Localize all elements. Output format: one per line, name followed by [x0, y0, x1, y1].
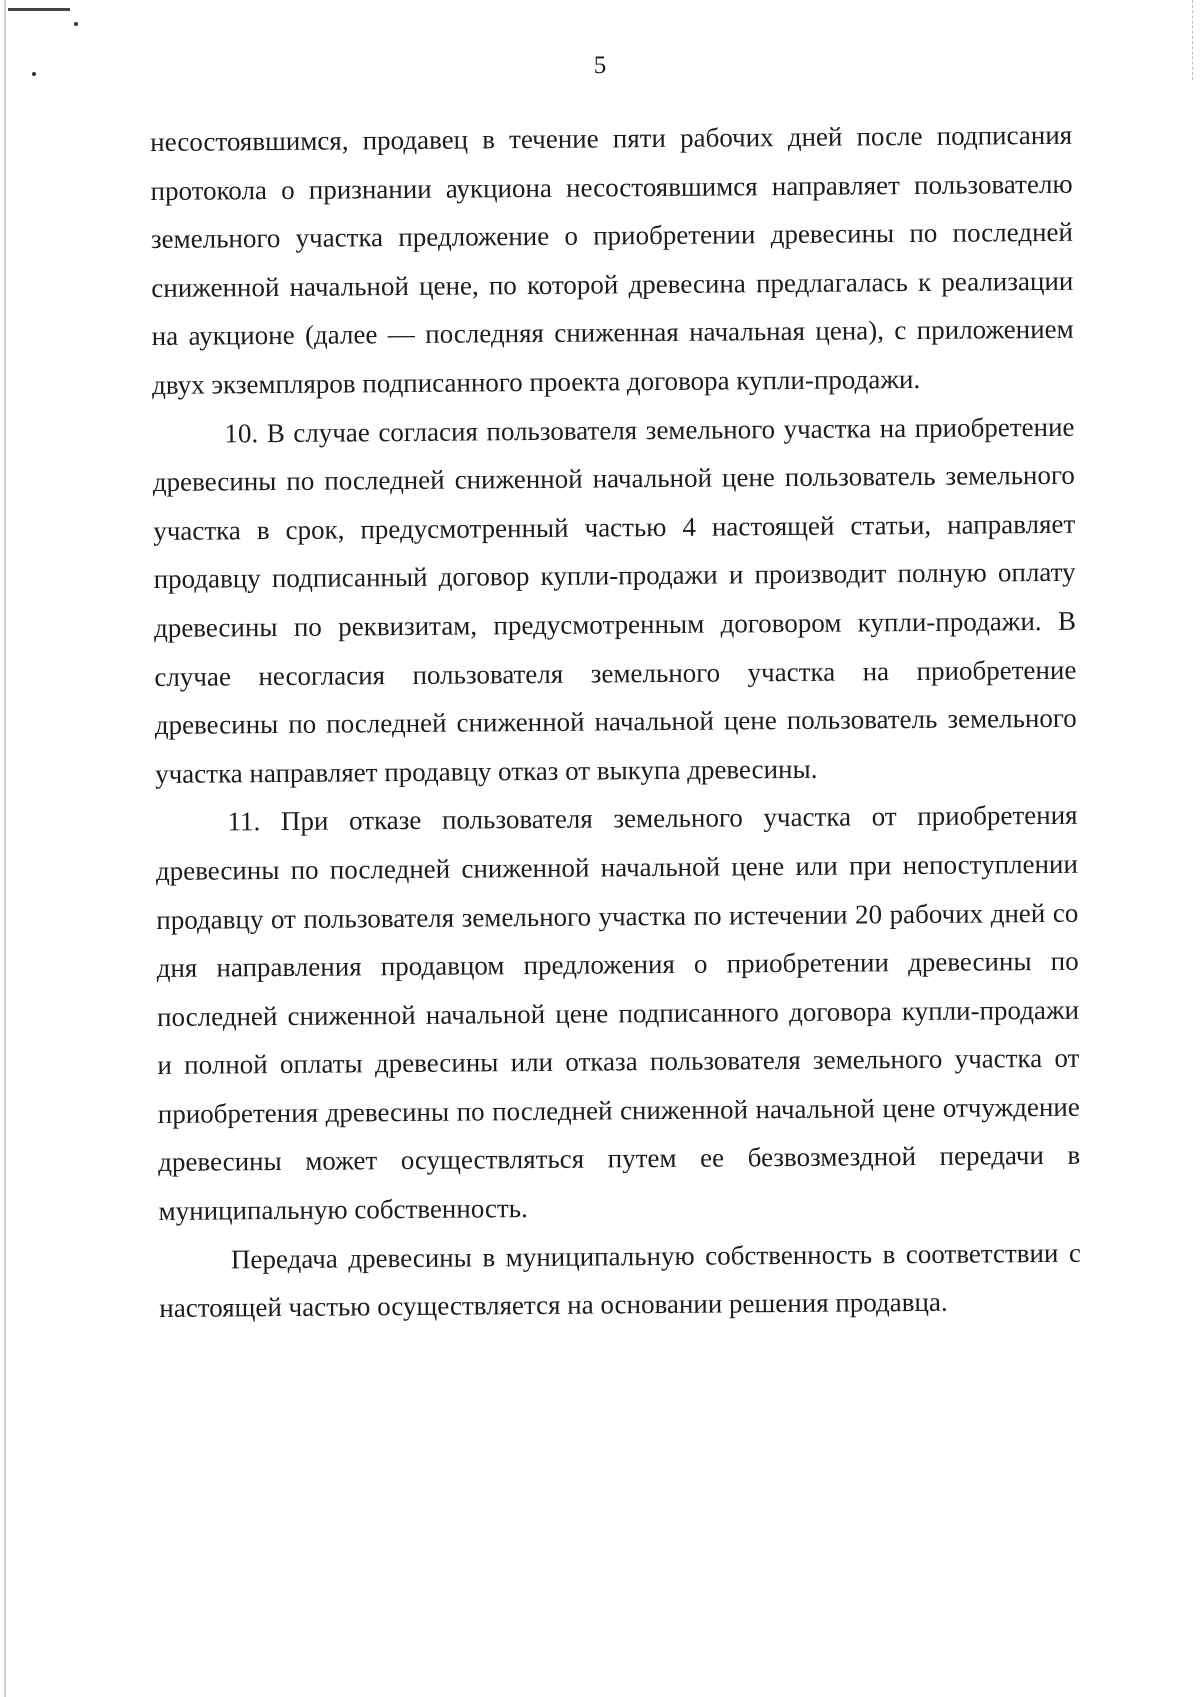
paragraph-10: 10. В случае согласия пользователя земельного участка на приобретение древесины по последней сниженной начальной цене пользователь земельного участка в срок, предусмотренный частью 4 настоящей статьи, направляет продавцу подписанный договор купли-продажи и производит полную оплату древесины по реквизитам, предусмотренным договором купли-продажи. В случае несогласия пользователя земельного участка на приобретение древесины по последней сниженной начальной цене пользователь земельного участка направляет продавцу отказ от выкупа древесины.: [152, 411, 1077, 789]
document-body: [150, 111, 1082, 1333]
scan-speck: [74, 22, 78, 26]
paragraph-11: 11. При отказе пользователя земельного участка от приобретения древесины по последней сниженной начальной цене или при непоступлении продавцу от пользователя земельного участка по истечении 20 рабочих дней со дня направления продавцом предложения о приобретении древесины по последней сниженной начальной цене подписанного договора купли-продажи и полной оплаты древесины или отказа пользователя земельного участка от приобретения древесины по последней сниженной начальной цене отчуждение древесины может осуществляться путем ее безвозмездной передачи в муниципальную собственность.: [155, 800, 1081, 1227]
page-number: 5: [593, 52, 607, 79]
scan-edge-top: [8, 8, 70, 11]
paragraph-continuation: несостоявшимся, продавец в течение пяти рабочих дней после подписания протокола о признании аукциона несостоявшимся направляет пользователю земельного участка предложение о приобретении древесины по последней сниженной начальной цене, по которой древесина предлагалась к реализации на аукционе (далее — последняя сниженная начальная цена), с приложением двух экземпляров подписанного проекта договора купли-продажи.: [150, 119, 1074, 400]
paragraph-transfer: Передача древесины в муниципальную собственность в соответствии с настоящей частью осуществляется на основании решения продавца.: [159, 1237, 1082, 1324]
scan-edge-left: [4, 0, 6, 1697]
